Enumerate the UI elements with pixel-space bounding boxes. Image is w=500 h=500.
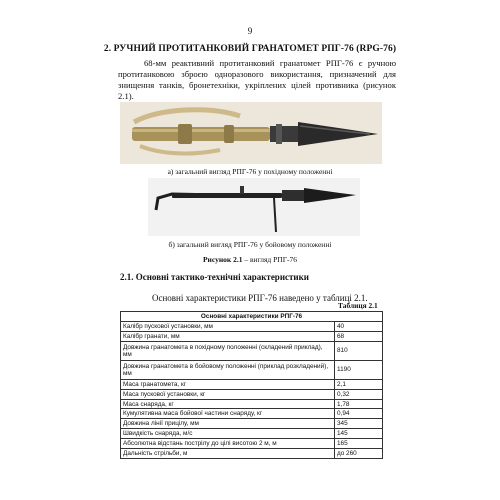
row-value: до 260 <box>335 449 383 459</box>
row-name: Довжина гранатомета в похідному положенні (складений приклад), мм <box>121 341 335 360</box>
figure-caption-b: б) загальний вигляд РПГ-76 у бойовому положенні <box>168 240 332 249</box>
photo-rpg76-combat-position <box>148 178 360 236</box>
rpg76-travel-illustration <box>120 102 382 164</box>
row-name: Довжина гранатомета в бойовому положенні (приклад розкладений), мм <box>121 360 335 379</box>
row-name: Маса снаряда, кг <box>121 399 335 409</box>
page-title: 2. РУЧНИЙ ПРОТИТАНКОВИЙ ГРАНАТОМЕТ РПГ-76 (RPG-76) <box>103 44 397 54</box>
row-value: 1190 <box>335 360 383 379</box>
row-value: 40 <box>335 322 383 332</box>
table-row <box>121 322 383 332</box>
row-name: Абсолютна відстань пострілу до цілі висотою 2 м, м <box>121 439 335 449</box>
row-value: 0,32 <box>335 389 383 399</box>
table-row <box>121 331 383 341</box>
photo-rpg76-travel-position <box>120 102 382 164</box>
row-name: Маса пускової установки, кг <box>121 389 335 399</box>
page-number: 9 <box>247 26 253 36</box>
table-row <box>121 419 383 429</box>
table-row <box>121 449 383 459</box>
table-row <box>121 439 383 449</box>
row-value: 68 <box>335 331 383 341</box>
row-value: 1,78 <box>335 399 383 409</box>
table-row <box>121 360 383 379</box>
figure-caption-a: а) загальний вигляд РПГ-76 у похідному положенні <box>167 167 333 176</box>
table-row <box>121 341 383 360</box>
figure-label-number: Рисунок 2.1 <box>202 255 243 264</box>
row-value: 345 <box>335 419 383 429</box>
row-name: Калібр гранати, мм <box>121 331 335 341</box>
row-value: 0,94 <box>335 409 383 419</box>
row-value: 145 <box>335 429 383 439</box>
row-name: Дальність стрільби, м <box>121 449 335 459</box>
row-name: Довжина лінії прицілу, мм <box>121 419 335 429</box>
figure-label-text: – вигляд РПГ-76 <box>242 255 298 264</box>
specs-table <box>120 311 383 459</box>
figure-label <box>0 255 500 264</box>
row-name: Швидкість снаряда, м/с <box>121 429 335 439</box>
row-name: Калібр пускової установки, мм <box>121 322 335 332</box>
table-row <box>121 429 383 439</box>
intro-paragraph: 68-мм реактивний протитанковий гранатомет РПГ-76 є ручною протитанковою зброєю одноразового використання, призначений для знищення танків, бронетехніки, укріплених цілей противника (рисунок 2.1). <box>118 58 396 101</box>
table-row <box>121 389 383 399</box>
table-header: Основні характеристики РПГ-76 <box>121 312 383 322</box>
row-name: Маса гранатомета, кг <box>121 379 335 389</box>
table-row <box>121 399 383 409</box>
table-row <box>121 409 383 419</box>
table-row <box>121 379 383 389</box>
section-heading: 2.1. Основні тактико-технічні характеристики <box>120 272 309 282</box>
rpg76-combat-illustration <box>148 178 360 236</box>
row-name: Кумулятивна маса бойової частини снаряду, кг <box>121 409 335 419</box>
table-label: Таблиця 2.1 <box>338 301 378 310</box>
table-reference-paragraph: Основні характеристики РПГ-76 наведено у таблиці 2.1. <box>152 293 368 303</box>
row-value: 810 <box>335 341 383 360</box>
row-value: 2,1 <box>335 379 383 389</box>
row-value: 165 <box>335 439 383 449</box>
